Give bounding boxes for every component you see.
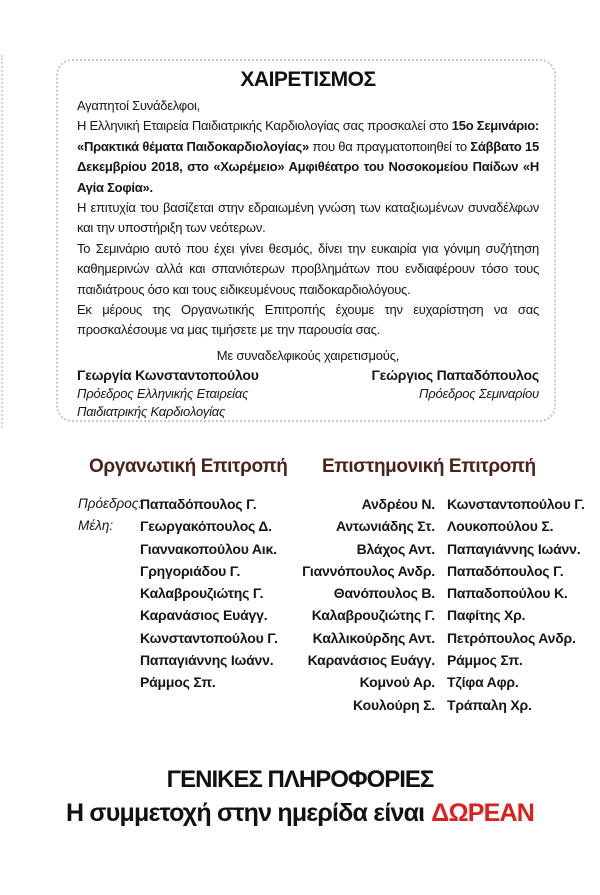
seminar-date-venue-bold: Σάββατο 15 Δεκεμβρίου 2018, στο «Χωρέμειο» Αμφιθέατρο του Νοσοκομείου Παίδων «Η Αγία Σοφία». [77,138,540,195]
empty-label [78,671,140,693]
greeting-letter-box [56,59,556,422]
committee-row [78,604,287,626]
committee-row [78,538,287,560]
committee-row [300,604,585,626]
member-name: Ράμμος Σπ. [447,652,523,669]
seminar-title-bold: 15ο Σεμινάριο: «Πρακτικά θέματα Παιδοκαρδιολογίας» [77,118,539,154]
member-name: Ανδρέου Ν. [361,496,435,512]
committee-row [300,649,585,671]
member-name: Τζίφα Αφρ. [447,674,519,691]
paragraph-success: Η επιτυχία του βασίζεται στην εδραιωμένη γνώση των καταξιωμένων συναδέλφων και την υποστήριξη των νεότερων. [77,200,539,236]
empty-label [78,560,140,582]
member-name: Κωνσταντοπούλου Γ. [447,496,585,512]
committee-row [300,671,585,693]
president-name: Παπαδόπουλος Γ. [140,496,257,512]
organizing-committee [78,456,287,694]
empty-label [78,627,140,649]
signer-right [371,365,539,422]
committee-row [300,493,585,515]
committee-row [300,538,585,560]
member-name: Παπαγιάννης Ιωάνν. [447,540,581,557]
member-name: Παφίτης Χρ. [447,607,526,624]
member-name: Τράπαλη Χρ. [447,696,532,713]
free-participation-text: Η συμμετοχή στην ημερίδα είναι [66,799,425,827]
member-name: Καρανάσιος Ευάγγ. [140,607,268,624]
committee-row [78,560,287,582]
member-name: Αντωνιάδης Στ. [335,518,435,535]
committee-row [78,627,287,649]
member-name: Καλλικούρδης Αντ. [312,629,435,646]
member-name: Παπαδοπούλου Κ. [447,585,568,602]
scientific-committee-title: Επιστημονική Επιτροπή [322,456,536,477]
letter-body [77,96,539,341]
member-name: Γρηγοριάδου Γ. [140,562,241,579]
member-name: Καλαβρουζιώτης Γ. [311,607,435,624]
committee-row [78,671,287,693]
member-name: Πετρόπουλος Ανδρ. [447,629,576,646]
empty-label [78,649,140,671]
general-info-section [0,766,600,828]
free-participation-line [0,799,600,828]
signer-left-role-1: Πρόεδρος Ελληνικής Εταιρείας [77,385,249,401]
member-name: Γιαννόπουλος Ανδρ. [302,562,435,579]
committee-row [300,582,585,604]
closing-line: Με συναδελφικούς χαιρετισμούς, [216,347,400,363]
letter-title: ΧΑΙΡΕΤΙΣΜΟΣ [240,68,376,91]
page-edge-dotted-line [1,55,3,428]
committee-row [78,649,287,671]
paragraph-seminar: Το Σεμινάριο αυτό που έχει γίνει θεσμός, δίνει την ευκαιρία για γόνιμη συζήτηση καθημερινών αλλά και σπανιότερων προβλημάτων που ενδιαφέρουν τόσο τους παιδιάτρους όσο και τους ειδικευμένους παιδοκαρδιολόγους. [77,240,539,297]
member-name: Γεωργακόπουλος Δ. [140,518,272,535]
signer-right-role-1: Πρόεδρος Σεμιναρίου [419,385,539,401]
signer-right-name: Γεώργιος Παπαδόπουλος [371,366,539,383]
member-name: Καλαβρουζιώτης Γ. [140,585,264,602]
paragraph-text: που θα πραγματοποιηθεί το [309,138,471,154]
empty-label [78,538,140,560]
member-name: Βλάχος Αντ. [356,540,435,557]
committee-row [78,582,287,604]
member-name: Γιαννακοπούλου Αικ. [140,540,277,557]
committee-row [300,694,585,716]
signer-left-role-2: Παιδιατρικής Καρδιολογίας [77,404,226,420]
committee-row [300,627,585,649]
member-name: Λουκοπούλου Σ. [447,518,554,535]
organizing-committee-title: Οργανωτική Επιτροπή [89,456,288,477]
member-name: Παπαγιάννης Ιωάνν. [140,652,274,669]
empty-label [78,582,140,604]
committee-row [300,515,585,537]
member-name: Κωνσταντοπούλου Γ. [140,629,278,646]
member-name: Κομνού Αρ. [359,674,435,691]
general-info-heading: ΓΕΝΙΚΕΣ ΠΛΗΡΟΦΟΡΙΕΣ [166,766,434,793]
paragraph-invitation [77,116,539,198]
members-label: Μέλη: [78,518,114,534]
member-name: Παπαδόπουλος Γ. [447,562,564,579]
committee-row [78,515,287,537]
member-name: Καρανάσιος Ευάγγ. [307,652,435,669]
president-label: Πρόεδρος: [78,496,143,511]
committee-row [78,493,287,515]
empty-label [78,604,140,626]
member-name: Θανόπουλος Β. [333,585,435,602]
signature-row [77,365,539,422]
free-highlight: ΔΩΡΕΑΝ [431,799,534,827]
committee-row [300,560,585,582]
signer-left-name: Γεωργία Κωνσταντοπούλου [77,366,259,383]
paragraph-text: Η Ελληνική Εταιρεία Παιδιατρικής Καρδιολογίας σας προσκαλεί στο [77,118,452,134]
scientific-committee [300,456,585,716]
signer-left [77,365,259,422]
member-name: Κουλούρη Σ. [353,696,435,713]
salutation: Αγαπητοί Συνάδελφοι, [77,98,200,113]
paragraph-invite-close: Εκ μέρους της Οργανωτικής Επιτροπής έχουμε την ευχαρίστηση να σας προσκαλέσουμε να μας τιμήσετε με την παρουσία σας. [77,302,539,338]
member-name: Ράμμος Σπ. [140,674,216,691]
